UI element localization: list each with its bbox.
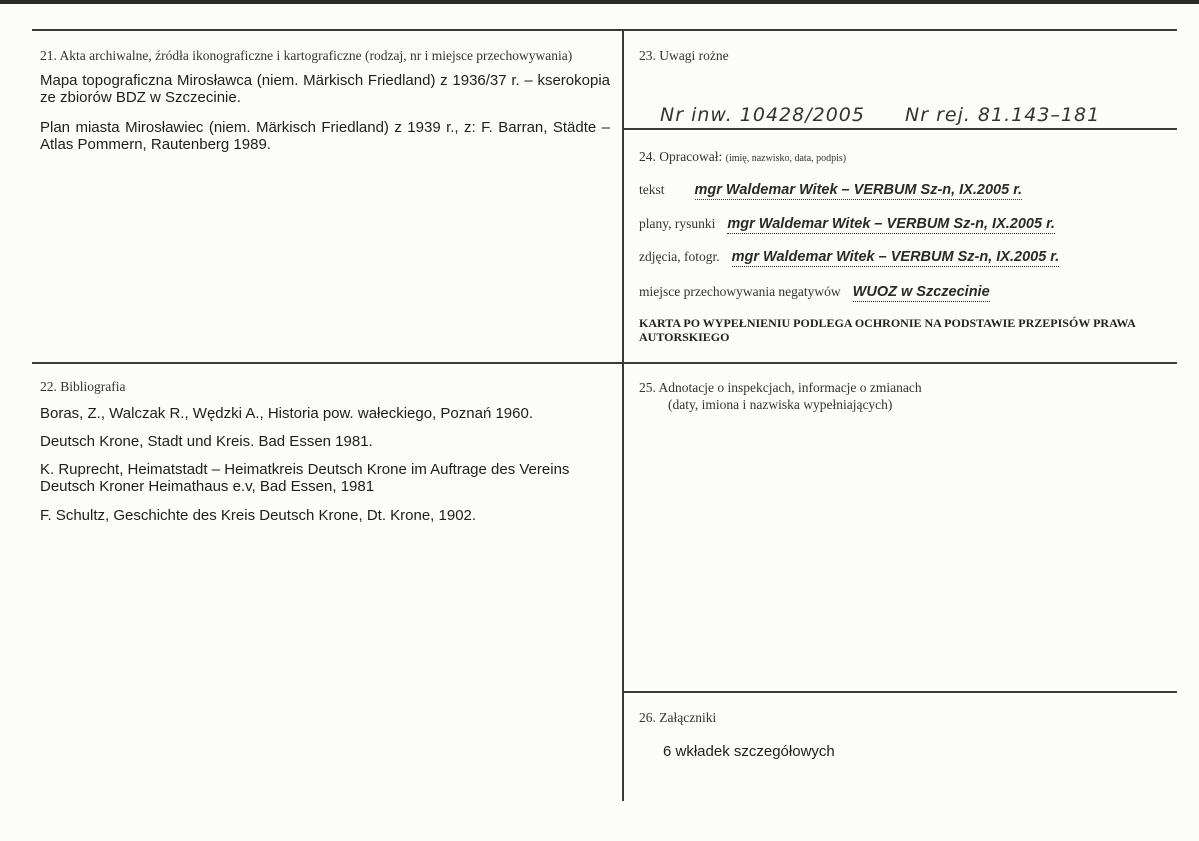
row-label: zdjęcia, fotogr. <box>639 249 720 264</box>
row-value: WUOZ w Szczecinie <box>852 284 990 300</box>
s24-row-plans <box>639 215 1055 233</box>
middle-rule <box>32 362 1177 364</box>
s25-heading: 25. Adnotacje o inspekcjach, informacje o zmianach <box>639 380 922 395</box>
s24-heading <box>639 149 846 165</box>
s25-subheading: (daty, imiona i nazwiska wypełniających) <box>668 397 893 412</box>
s23-bottom-rule <box>622 128 1177 130</box>
s21-paragraph-2: Plan miasta Mirosławiec (niem. Märkisch Friedland) z 1939 r., z: F. Barran, Städte – Atlas Pommern, Rautenberg 1989. <box>40 119 610 153</box>
s24-row-photos <box>639 248 1059 266</box>
handwritten-register-number: Nr rej. 81.143–181 <box>905 104 1101 126</box>
s26-top-rule <box>622 691 1177 693</box>
s26-heading: 26. Załączniki <box>639 710 717 725</box>
s24-row-negatives <box>639 283 990 301</box>
attachments-value: 6 wkładek szczegółowych <box>663 743 835 760</box>
row-value: mgr Waldemar Witek – VERBUM Sz-n, IX.2005 r. <box>727 216 1055 232</box>
s24-heading-text: 24. Opracował: <box>639 149 723 164</box>
s23-heading: 23. Uwagi rożne <box>639 48 729 63</box>
s24-row-text <box>639 181 1022 199</box>
row-value: mgr Waldemar Witek – VERBUM Sz-n, IX.2005 r. <box>731 249 1060 265</box>
bibliography-item: K. Ruprecht, Heimatstadt – Heimatkreis Deutsch Krone im Auftrage des Vereins Deutsch Kroner Heimathaus e.v, Bad Essen, 1981 <box>40 461 570 495</box>
row-label: plany, rysunki <box>639 216 716 231</box>
row-label: tekst <box>639 182 665 197</box>
s21-paragraph-1: Mapa topograficzna Mirosławca (niem. Märkisch Friedland) z 1936/37 r. – kserokopia ze zbiorów BDZ w Szczecinie. <box>40 72 610 106</box>
bibliography-item: Boras, Z., Walczak R., Wędzki A., Historia pow. wałeckiego, Poznań 1960. <box>40 405 533 422</box>
s24-heading-note: (imię, nazwisko, data, podpis) <box>725 153 847 164</box>
scan-edge <box>0 0 1199 4</box>
top-rule <box>32 29 1177 31</box>
copyright-notice: KARTA PO WYPEŁNIENIU PODLEGA OCHRONIE NA PODSTAWIE PRZEPISÓW PRAWA AUTORSKIEGO <box>639 316 1136 344</box>
s21-heading: 21. Akta archiwalne, źródła ikonograficzne i kartograficzne (rodzaj, nr i miejsce przechowywania) <box>40 48 573 63</box>
center-divider <box>622 29 624 801</box>
bibliography-item: F. Schultz, Geschichte des Kreis Deutsch Krone, Dt. Krone, 1902. <box>40 507 477 524</box>
row-label: miejsce przechowywania negatywów <box>639 284 841 299</box>
s22-heading: 22. Bibliografia <box>40 379 126 394</box>
bibliography-item: Deutsch Krone, Stadt und Kreis. Bad Essen 1981. <box>40 433 373 450</box>
handwritten-inventory-number: Nr inw. 10428/2005 <box>660 104 865 126</box>
row-value: mgr Waldemar Witek – VERBUM Sz-n, IX.2005 r. <box>694 182 1023 198</box>
